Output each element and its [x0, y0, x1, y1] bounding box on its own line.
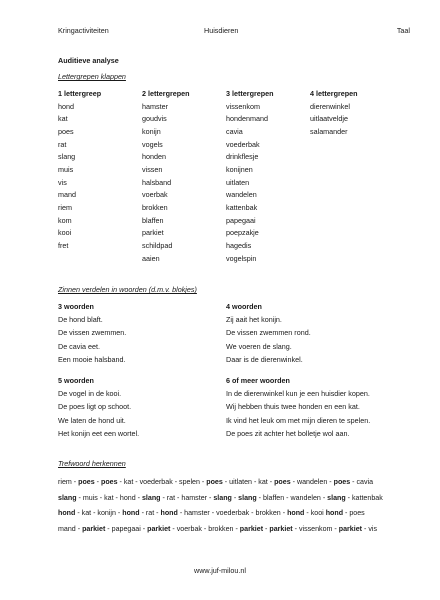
word-sequence: - uitlaten - kat - [222, 478, 275, 486]
word-item: uitlaatveldje [310, 114, 348, 124]
page-header [58, 26, 410, 35]
keyword-highlight: parkiet [239, 525, 264, 534]
block-heading: 6 of meer woorden [226, 376, 290, 385]
word-item: kattenbak [226, 203, 258, 212]
word-item: konijnen [226, 164, 253, 174]
word-sequence: - wandelen - [290, 478, 334, 486]
page-title: Auditieve analyse [58, 56, 119, 65]
word-sequence: - [231, 493, 239, 502]
section-heading-zinnen: Zinnen verdelen in woorden (d.m.v. blokjes) [58, 285, 197, 294]
word-item: hondenmand [226, 114, 268, 124]
keyword-highlight: poes [100, 478, 118, 486]
sentence-line: We laten de hond uit. [58, 415, 126, 425]
word-item: poes [58, 126, 74, 136]
word-item: drinkflesje [226, 152, 259, 162]
word-item: wandelen [226, 190, 257, 200]
word-sequence: mand - [58, 525, 83, 534]
keyword-line [58, 475, 418, 491]
sentence-line: Wij hebben thuis twee honden en een kat. [226, 402, 360, 412]
word-sequence: - vissenkom - [292, 525, 339, 534]
word-item: blaffen [142, 215, 164, 225]
sentence-line: Ik vind het leuk om met mijn dieren te spelen. [226, 415, 371, 425]
word-sequence: riem - [58, 478, 79, 486]
word-sequence: - hamster - voederbak - brokken - [177, 509, 288, 518]
word-item: vissenkom [226, 101, 260, 111]
word-item: kom [58, 215, 72, 225]
column-heading: 1 lettergreep [58, 89, 102, 98]
keyword-highlight: hond [160, 509, 178, 518]
sentence-line: De cavia eet. [58, 341, 100, 351]
block-heading: 3 woorden [58, 302, 94, 311]
section-heading-trefwoord: Trefwoord herkennen [58, 459, 126, 468]
sentence-line: De poes ligt op schoot. [58, 402, 132, 412]
word-sequence: - papegaai - [105, 525, 148, 534]
syllable-column-3 [226, 87, 274, 265]
keyword-line [58, 522, 418, 538]
word-item: schildpad [142, 241, 173, 251]
word-item: poepzakje [226, 228, 259, 238]
sentence-line: De vogel in de kooi. [58, 389, 122, 398]
word-sequence: - cavia [350, 478, 374, 486]
word-item: uitlaten [226, 177, 250, 187]
column-heading: 4 lettergrepen [310, 89, 358, 98]
word-item: hond [58, 101, 74, 111]
word-item: rat [58, 139, 67, 149]
word-item: muis [58, 164, 74, 174]
sentence-block-4 [226, 300, 311, 366]
keyword-highlight: poes [333, 478, 351, 486]
keyword-highlight: slang [238, 493, 257, 502]
word-item: halsband [142, 177, 172, 187]
keyword-highlight: slang [141, 493, 161, 502]
word-item: vis [58, 177, 67, 187]
block-heading: 4 woorden [226, 302, 262, 311]
word-sequence: - poes [343, 509, 365, 518]
word-item: slang [58, 152, 76, 162]
word-sequence: - blaffen - wandelen - [256, 493, 328, 502]
word-item: cavia [226, 126, 243, 136]
word-item: dierenwinkel [310, 101, 350, 111]
word-sequence: - rat - [139, 509, 161, 518]
word-sequence: - kooi [304, 509, 326, 518]
keyword-highlight: poes [78, 478, 95, 486]
word-item: hamster [142, 101, 168, 111]
sentence-line: De poes zit achter het bolletje wol aan. [226, 428, 350, 438]
word-sequence: - voerbak - brokken - [170, 525, 240, 534]
header-right: Taal [396, 26, 410, 35]
word-item: kat [58, 114, 68, 124]
word-item: vogels [142, 139, 163, 149]
keyword-highlight: poes [206, 478, 223, 486]
syllable-column-1 [58, 87, 101, 253]
keyword-highlight: slang [327, 493, 346, 502]
word-sequence: - muis - kat - hond - [76, 493, 142, 502]
footer-url: www.juf-milou.nl [194, 566, 246, 575]
keyword-highlight: slang [213, 493, 232, 502]
syllable-column-4 [310, 87, 358, 139]
section-heading-lettergrepen: Lettergrepen klappen [58, 72, 126, 81]
word-sequence: - [263, 525, 270, 534]
keyword-highlight: parkiet [338, 525, 363, 534]
word-item: honden [142, 152, 166, 162]
column-heading: 3 lettergrepen [226, 89, 274, 98]
column-heading: 2 lettergrepen [142, 89, 190, 98]
word-item: hagedis [226, 241, 252, 251]
word-item: konijn [142, 126, 161, 136]
word-item: riem [58, 203, 72, 212]
keyword-highlight: poes [274, 478, 291, 486]
keyword-highlight: hond [287, 509, 305, 518]
keyword-highlight: slang [58, 493, 77, 502]
keyword-lines [58, 475, 418, 538]
sentence-line: De vissen zwemmen rond. [226, 328, 311, 338]
word-item: kooi [58, 228, 72, 238]
word-item: voerbak [142, 190, 168, 200]
keyword-highlight: hond [325, 509, 344, 518]
word-item: brokken [142, 203, 168, 212]
sentence-line: In de dierenwinkel kun je een huisdier kopen. [226, 389, 370, 398]
header-left: Kringactiviteiten [58, 26, 109, 35]
word-sequence: - kat - konijn - [75, 509, 123, 518]
sentence-block-3 [58, 300, 126, 366]
word-item: parkiet [142, 228, 164, 238]
syllable-column-2 [142, 87, 190, 265]
word-item: voederbak [226, 139, 260, 149]
sentence-line: Zij aait het konijn. [226, 315, 282, 324]
word-item: fret [58, 241, 69, 251]
block-heading: 5 woorden [58, 376, 94, 385]
sentence-line: We voeren de slang. [226, 341, 292, 351]
keyword-highlight: parkiet [269, 525, 293, 534]
word-sequence: - kat - voederbak - spelen - [117, 478, 207, 486]
sentence-line: De vissen zwemmen. [58, 328, 127, 338]
keyword-highlight: parkiet [82, 525, 106, 534]
word-item: aaien [142, 253, 160, 263]
word-sequence: - [94, 478, 101, 486]
keyword-highlight: hond [58, 509, 76, 518]
word-item: papegaai [226, 215, 256, 225]
keyword-highlight: parkiet [147, 525, 171, 534]
sentence-line: Een mooie halsband. [58, 354, 126, 364]
sentence-line: Daar is de dierenwinkel. [226, 354, 303, 364]
word-sequence: - rat - hamster - [160, 493, 214, 502]
word-item: vogelspin [226, 253, 257, 263]
word-item: vissen [142, 164, 163, 174]
sentence-block-5 [58, 374, 139, 440]
word-item: mand [58, 190, 76, 200]
word-sequence: - vis [362, 525, 378, 534]
keyword-highlight: hond [122, 509, 140, 518]
sentence-line: Het konijn eet een wortel. [58, 428, 140, 438]
header-center: Huisdieren [204, 26, 239, 35]
word-item: goudvis [142, 114, 167, 124]
word-item: salamander [310, 126, 348, 136]
sentence-block-6plus [226, 374, 370, 440]
keyword-line [58, 506, 418, 522]
keyword-line [58, 491, 418, 507]
word-sequence: - kattenbak [345, 493, 383, 502]
sentence-line: De hond blaft. [58, 315, 103, 324]
